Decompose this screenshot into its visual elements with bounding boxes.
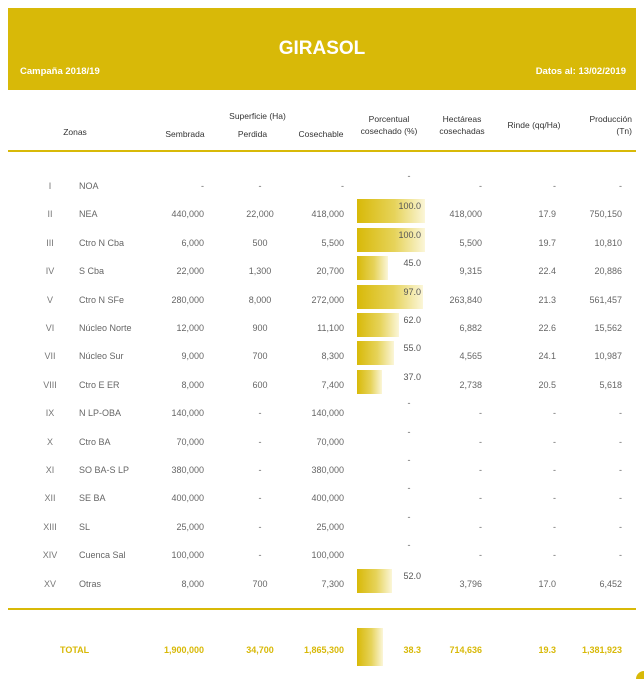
total-produccion: 1,381,923	[581, 645, 622, 655]
perdida-value: 600	[252, 379, 268, 390]
row-number: VIII	[43, 379, 57, 390]
zone-name: Núcleo Norte	[79, 323, 132, 333]
table-row	[0, 201, 644, 226]
sembrada-value: 8,000	[181, 578, 204, 589]
rinde-value: -	[553, 181, 556, 191]
row-number: II	[47, 209, 53, 220]
percent-bar	[357, 370, 382, 394]
hectareas-value: 263,840	[449, 294, 482, 305]
percent-value: 100.0	[398, 201, 421, 212]
hectareas-value: 6,882	[459, 323, 482, 333]
page-title: GIRASOL	[278, 38, 366, 59]
produccion-value: -	[619, 436, 622, 447]
sembrada-value: 9,000	[181, 351, 204, 362]
percent-value: -	[407, 426, 411, 437]
header-produccion-1: Producción	[589, 114, 632, 124]
cosechable-value: 7,300	[321, 578, 344, 589]
rinde-value: -	[553, 550, 556, 561]
header-zonas: Zonas	[63, 127, 87, 137]
hectareas-value: -	[479, 493, 482, 504]
zone-name: S Cba	[79, 266, 105, 277]
hectareas-value: 4,565	[459, 351, 482, 362]
produccion-value: -	[619, 493, 622, 504]
corner-accent	[636, 671, 644, 679]
perdida-value: -	[258, 465, 262, 475]
sembrada-value: 25,000	[176, 521, 204, 532]
header-sembrada: Sembrada	[165, 129, 205, 139]
header-porcentual-1: Porcentual	[368, 114, 410, 124]
perdida-value: -	[258, 436, 262, 447]
hectareas-value: 9,315	[459, 266, 482, 277]
rinde-value: 20.5	[538, 379, 556, 390]
row-number: VI	[45, 323, 55, 333]
sembrada-value: 380,000	[171, 465, 204, 475]
percent-value: -	[407, 483, 411, 494]
produccion-value: 750,150	[589, 209, 622, 220]
total-percent-value: 38.3	[403, 645, 421, 655]
row-number: V	[46, 294, 53, 305]
header-perdida: Perdida	[237, 129, 268, 139]
rinde-value: 17.0	[538, 578, 556, 589]
table-row	[0, 511, 644, 539]
rinde-value: 24.1	[538, 351, 556, 362]
produccion-value: -	[619, 550, 622, 561]
total-hectareas: 714,636	[449, 645, 482, 655]
produccion-value: -	[619, 465, 622, 475]
zone-name: Ctro BA	[79, 436, 111, 447]
cosechable-value: 20,700	[316, 266, 344, 277]
cosechable-value: 100,000	[311, 550, 344, 561]
cosechable-value: 7,400	[321, 379, 344, 390]
total-row	[0, 640, 644, 662]
perdida-value: -	[258, 550, 262, 561]
hectareas-value: -	[479, 521, 482, 532]
hectareas-value: 5,500	[459, 237, 482, 248]
cosechable-value: -	[341, 181, 344, 191]
hectareas-value: 3,796	[459, 578, 482, 589]
sembrada-value: 12,000	[176, 323, 204, 333]
total-rinde: 19.3	[538, 645, 556, 655]
percent-value: -	[407, 540, 411, 551]
header-rinde: Rinde (qq/Ha)	[507, 120, 561, 130]
header-cosechable: Cosechable	[298, 129, 344, 139]
perdida-value: 8,000	[248, 294, 272, 305]
hectareas-value: 418,000	[449, 209, 482, 220]
row-number: XIV	[42, 550, 58, 561]
total-rule	[8, 608, 636, 610]
total-perdida: 34,700	[246, 645, 274, 655]
row-number: XIII	[43, 521, 57, 532]
produccion-value: 6,452	[599, 578, 622, 589]
produccion-value: 15,562	[594, 323, 622, 333]
rinde-value: 19.7	[538, 237, 556, 248]
produccion-value: 10,987	[594, 351, 622, 362]
sembrada-value: 6,000	[181, 237, 204, 248]
rinde-value: -	[553, 493, 556, 504]
percent-value: -	[407, 511, 411, 522]
sembrada-value: -	[201, 181, 204, 191]
table-row	[0, 455, 644, 482]
row-number: VII	[44, 351, 56, 362]
zone-name: Cuenca Sal	[79, 550, 126, 561]
sembrada-value: 22,000	[176, 266, 204, 277]
perdida-value: -	[258, 408, 262, 419]
hectareas-value: -	[479, 550, 482, 561]
percent-value: 37.0	[403, 371, 421, 382]
cosechable-value: 400,000	[311, 493, 344, 504]
cosechable-value: 25,000	[316, 521, 344, 532]
hectareas-value: -	[479, 181, 482, 191]
table-row	[0, 229, 644, 255]
rinde-value: 21.3	[538, 294, 556, 305]
rinde-value: -	[553, 521, 556, 532]
sembrada-value: 70,000	[176, 436, 204, 447]
hectareas-value: 2,738	[459, 379, 482, 390]
sembrada-value: 280,000	[171, 294, 204, 305]
cosechable-value: 380,000	[311, 465, 344, 475]
produccion-value: -	[619, 181, 622, 191]
row-number: IX	[45, 408, 55, 419]
zone-name: SO BA-S LP	[79, 465, 130, 475]
header-rule	[8, 150, 636, 152]
zone-name: NOA	[79, 181, 99, 191]
zone-name: Núcleo Sur	[79, 351, 124, 362]
table-row	[0, 258, 644, 283]
zone-name: NEA	[79, 209, 98, 220]
zone-name: SL	[79, 521, 91, 532]
table-row	[0, 483, 644, 510]
total-cosechable: 1,865,300	[303, 645, 344, 655]
cosechable-value: 70,000	[316, 436, 344, 447]
table-row	[0, 570, 644, 596]
rinde-value: 17.9	[538, 209, 556, 220]
header-hectareas-1: Hectáreas	[442, 114, 482, 124]
produccion-value: 10,810	[594, 237, 622, 248]
cosechable-value: 272,000	[311, 294, 344, 305]
row-number: XII	[44, 493, 56, 504]
date-label: Datos al: 13/02/2019	[535, 66, 626, 77]
row-number: IV	[45, 266, 55, 277]
rinde-value: -	[553, 436, 556, 447]
perdida-value: 700	[252, 351, 268, 362]
perdida-value: -	[258, 181, 262, 191]
sembrada-value: 440,000	[171, 209, 204, 220]
zone-name: Ctro E ER	[79, 379, 120, 390]
hectareas-value: -	[479, 436, 482, 447]
cosechable-value: 418,000	[311, 209, 344, 220]
produccion-value: 5,618	[599, 379, 622, 390]
hectareas-value: -	[479, 408, 482, 419]
perdida-value: 500	[252, 237, 268, 248]
produccion-value: -	[619, 408, 622, 419]
percent-value: -	[407, 398, 411, 409]
table-row	[0, 171, 644, 198]
row-number: I	[48, 181, 52, 191]
table-row	[0, 426, 644, 454]
rinde-value: -	[553, 408, 556, 419]
produccion-value: 561,457	[589, 294, 622, 305]
percent-value: 52.0	[403, 570, 421, 581]
produccion-value: -	[619, 521, 622, 532]
campaign-label: Campaña 2018/19	[20, 66, 100, 77]
cosechable-value: 5,500	[321, 237, 344, 248]
sembrada-value: 140,000	[171, 408, 204, 419]
sembrada-value: 400,000	[171, 493, 204, 504]
sembrada-value: 8,000	[181, 379, 204, 390]
row-number: III	[46, 237, 54, 248]
percent-value: 62.0	[403, 315, 421, 325]
row-number: XI	[45, 465, 55, 475]
row-number: X	[46, 436, 53, 447]
header-produccion-2: (Tn)	[616, 126, 632, 136]
table-row	[0, 343, 644, 368]
cosechable-value: 8,300	[321, 351, 344, 362]
perdida-value: 700	[252, 578, 268, 589]
total-sembrada: 1,900,000	[163, 645, 204, 655]
table-row	[0, 540, 644, 567]
perdida-value: -	[258, 521, 262, 532]
perdida-value: -	[258, 493, 262, 504]
cosechable-value: 11,100	[317, 323, 344, 333]
total-label: TOTAL	[60, 645, 90, 655]
produccion-value: 20,886	[594, 266, 622, 277]
table-row	[0, 315, 644, 340]
header-hectareas-2: cosechadas	[439, 126, 485, 136]
table-row	[0, 286, 644, 312]
rinde-value: 22.4	[538, 266, 556, 277]
percent-value: 45.0	[403, 258, 421, 269]
header-porcentual-2: cosechado (%)	[360, 126, 418, 136]
percent-value: 55.0	[403, 343, 421, 354]
percent-value: 97.0	[403, 286, 421, 297]
perdida-value: 1,300	[248, 266, 272, 277]
percent-value: -	[407, 455, 411, 465]
table-row	[0, 371, 644, 397]
zone-name: SE BA	[79, 493, 106, 504]
perdida-value: 22,000	[246, 209, 274, 220]
rinde-value: 22.6	[538, 323, 556, 333]
zone-name: Otras	[79, 578, 102, 589]
sembrada-value: 100,000	[171, 550, 204, 561]
title-banner	[8, 8, 636, 90]
zone-name: Ctro N Cba	[79, 237, 125, 248]
cosechable-value: 140,000	[311, 408, 344, 419]
zone-name: N LP-OBA	[79, 408, 122, 419]
header-superficie: Superficie (Ha)	[229, 111, 286, 121]
percent-value: 100.0	[398, 229, 421, 240]
hectareas-value: -	[479, 465, 482, 475]
table-row	[0, 398, 644, 425]
rinde-value: -	[553, 465, 556, 475]
row-number: XV	[43, 578, 56, 589]
zone-name: Ctro N SFe	[79, 294, 125, 305]
percent-value: -	[407, 171, 411, 181]
perdida-value: 900	[252, 323, 268, 333]
